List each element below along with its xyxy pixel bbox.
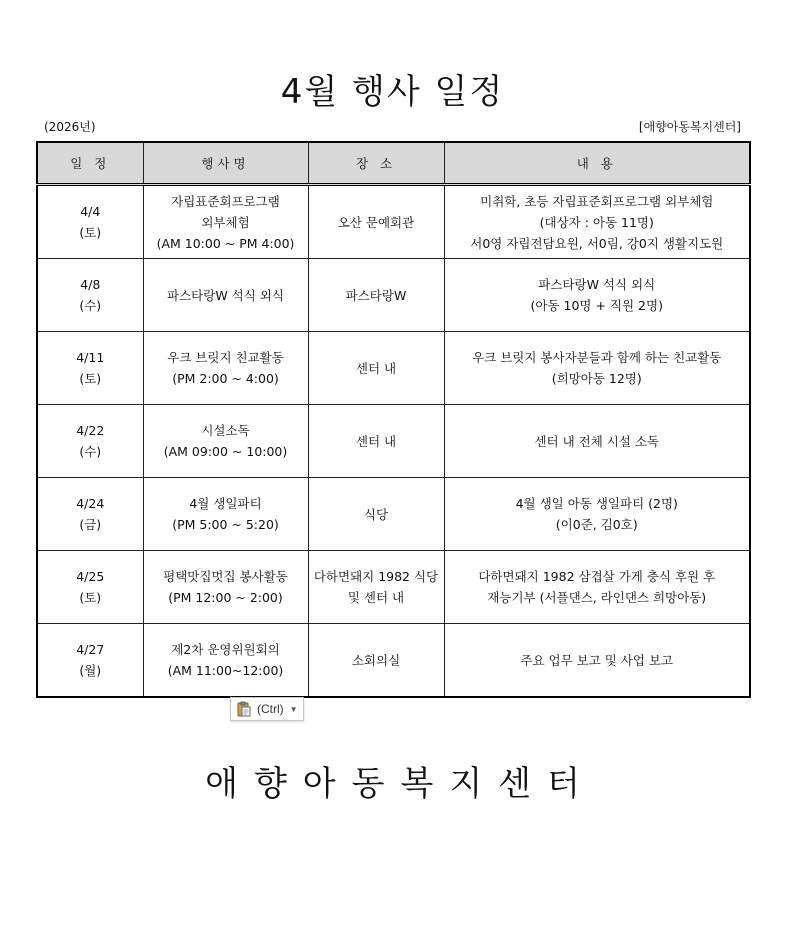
content-cell-line: 미취학, 초등 자립표준회프로그램 외부체험 [480, 193, 714, 209]
dropdown-caret-icon: ▼ [289, 704, 298, 714]
table-header-row [37, 142, 750, 185]
date-cell [37, 259, 143, 332]
date-cell-line: (금) [79, 517, 102, 532]
table-row [37, 478, 750, 551]
place-cell-line: 센터 내 [355, 360, 397, 376]
place-cell-line: 센터 내 [355, 433, 397, 449]
content-cell-line: (아동 10명 + 직원 2명) [530, 298, 663, 313]
event-cell-line: (PM 5:00 ~ 5:20) [172, 517, 279, 532]
organization-label: [애향아동복지센터] [638, 120, 741, 134]
content-cell-line: (이0준, 김0호) [555, 517, 638, 532]
table-row [37, 405, 750, 478]
header-content: 내 용 [444, 142, 750, 185]
event-cell-line: 우크 브릿지 친교활동 [167, 350, 284, 365]
content-cell-line: 주요 업무 보고 및 사업 보고 [520, 652, 674, 668]
event-cell-line: 제2차 운영위원회의 [171, 642, 280, 657]
content-cell-line: 4월 생일 아동 생일파티 (2명) [515, 496, 678, 511]
content-cell-line: (대상자 : 아동 11명) [539, 214, 654, 230]
event-cell [143, 185, 308, 259]
date-cell-line: 4/27 [76, 642, 105, 657]
event-cell-line: 평택맛집멋집 봉사활동 [163, 569, 288, 584]
event-cell [143, 259, 308, 332]
table-row [37, 624, 750, 698]
date-cell [37, 405, 143, 478]
schedule-body [37, 185, 750, 698]
date-cell [37, 478, 143, 551]
event-cell [143, 551, 308, 624]
event-cell [143, 478, 308, 551]
place-cell [308, 332, 444, 405]
date-cell-line: (토) [79, 590, 102, 605]
date-cell-line: (토) [79, 225, 102, 240]
place-cell-line: 식당 [363, 506, 389, 522]
content-cell-line: 센터 내 전체 시설 소독 [534, 433, 660, 449]
event-cell-line: 시설소독 [201, 423, 250, 438]
place-cell-line: 다하면돼지 1982 식당 [313, 569, 439, 584]
event-cell [143, 624, 308, 698]
date-cell-line: 4/11 [76, 350, 105, 365]
place-cell [308, 405, 444, 478]
date-cell-line: 4/24 [76, 496, 105, 511]
content-cell [444, 332, 750, 405]
place-cell-line: 파스타랑W [345, 287, 407, 303]
content-cell [444, 551, 750, 624]
place-cell [308, 478, 444, 551]
content-cell [444, 624, 750, 698]
year-label: (2026년) [44, 120, 96, 134]
date-cell-line: 4/22 [76, 423, 105, 438]
organization-footer: 애향아동복지센터 [205, 764, 596, 804]
clipboard-icon [236, 701, 252, 717]
header-event: 행사명 [143, 142, 308, 185]
content-cell [444, 478, 750, 551]
event-cell-line: 4월 생일파티 [189, 496, 262, 511]
paste-options-label: (Ctrl) [257, 702, 284, 716]
place-cell [308, 624, 444, 698]
event-cell-line: 자립표준회프로그램 [171, 193, 280, 209]
place-cell [308, 185, 444, 259]
page-title: 4월 행사 일정 [280, 72, 505, 112]
content-cell [444, 405, 750, 478]
schedule-table [36, 141, 751, 698]
event-cell-line: (PM 2:00 ~ 4:00) [172, 371, 279, 386]
event-cell-line: (AM 10:00 ~ PM 4:00) [156, 235, 295, 251]
date-cell-line: 4/8 [80, 277, 101, 292]
date-cell [37, 624, 143, 698]
header-place: 장 소 [308, 142, 444, 185]
content-cell-line: (희망아동 12명) [551, 371, 642, 386]
content-cell-line: 재능기부 (서플댄스, 라인댄스 희망아동) [487, 590, 707, 605]
content-cell-line: 다하면돼지 1982 삼겹살 가게 충식 후원 후 [478, 569, 716, 584]
place-cell [308, 259, 444, 332]
table-row [37, 185, 750, 259]
content-cell-line: 서0영 자립전담요원, 서0림, 강0지 생활지도원 [470, 235, 724, 251]
place-cell [308, 551, 444, 624]
place-cell-line: 오산 문예회관 [337, 214, 415, 230]
table-row [37, 332, 750, 405]
table-row [37, 259, 750, 332]
date-cell-line: (수) [79, 444, 102, 459]
date-cell [37, 551, 143, 624]
event-cell [143, 332, 308, 405]
content-cell-line: 우크 브릿지 봉사자분들과 함께 하는 친교활동 [472, 350, 722, 365]
place-cell-line: 및 센터 내 [347, 590, 405, 605]
place-cell-line: 소회의실 [351, 652, 401, 668]
header-date: 일 정 [37, 142, 143, 185]
content-cell [444, 185, 750, 259]
content-cell [444, 259, 750, 332]
date-cell [37, 185, 143, 259]
event-cell-line: 외부체험 [201, 214, 250, 230]
date-cell-line: 4/25 [76, 569, 105, 584]
date-cell-line: (월) [79, 663, 102, 678]
content-cell-line: 파스타랑W 석식 외식 [538, 277, 656, 292]
event-cell-line: (PM 12:00 ~ 2:00) [168, 590, 283, 605]
event-cell-line: (AM 11:00~12:00) [167, 663, 284, 678]
date-cell-line: (토) [79, 371, 102, 386]
event-cell-line: 파스타랑W 석식 외식 [167, 287, 284, 303]
table-row [37, 551, 750, 624]
date-cell-line: 4/4 [80, 204, 101, 219]
paste-options-button[interactable] [230, 697, 304, 721]
event-cell-line: (AM 09:00 ~ 10:00) [163, 444, 288, 459]
date-cell-line: (수) [79, 298, 102, 313]
event-cell [143, 405, 308, 478]
date-cell [37, 332, 143, 405]
